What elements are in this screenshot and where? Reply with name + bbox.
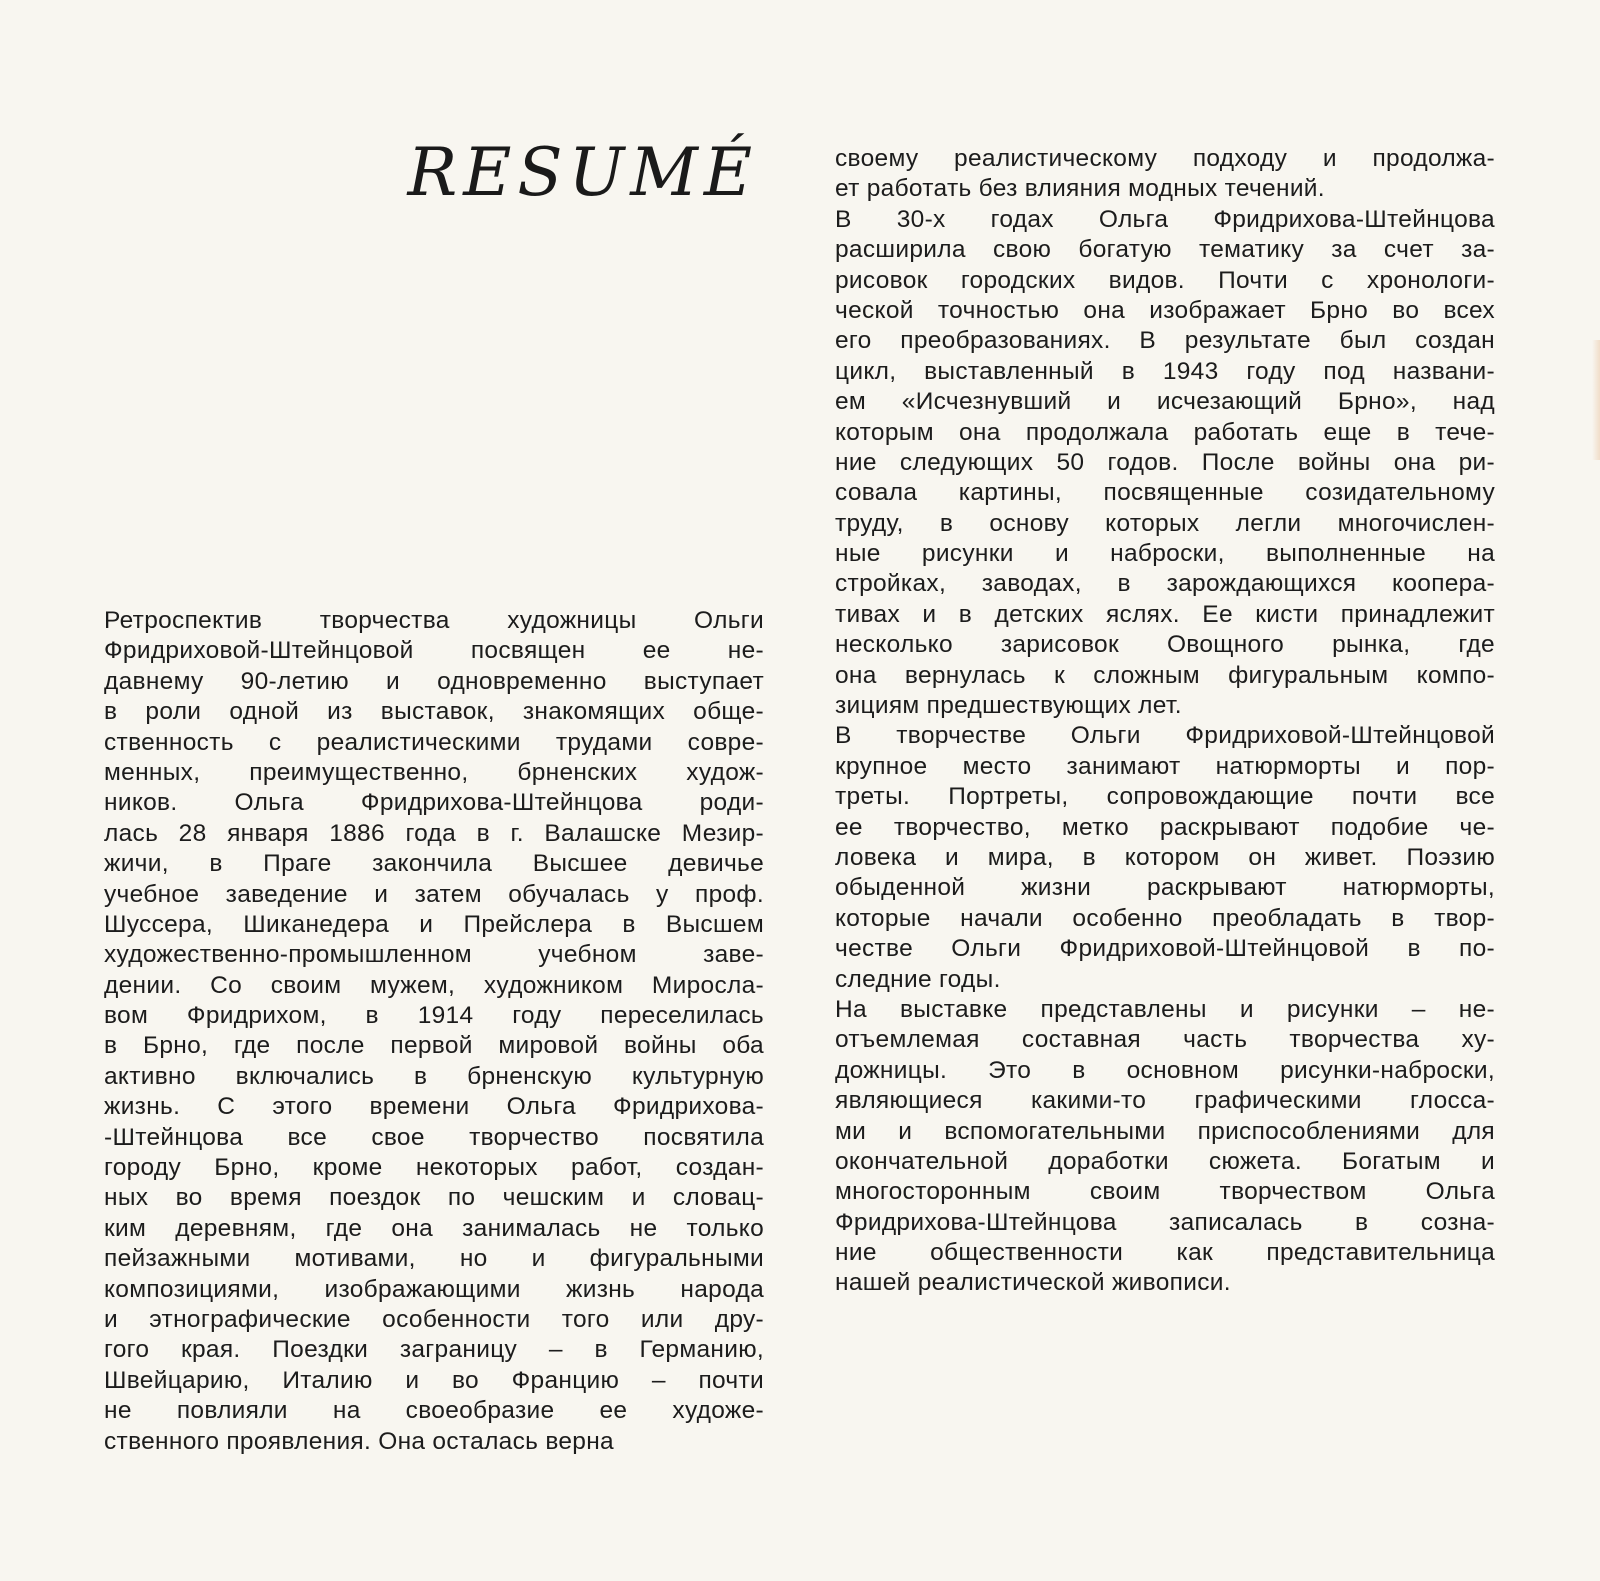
text-line: ние следующих 50 годов. После войны она ри-: [835, 448, 1495, 476]
page-edge-discoloration: [1592, 340, 1600, 460]
text-line: художественно-промышленном учебном заве-: [104, 941, 764, 969]
text-line: гого края. Поездки заграницу – в Германию,: [104, 1336, 764, 1364]
paragraph: [835, 144, 1495, 205]
text-line: ее творчество, метко раскрывают подобие че-: [835, 813, 1495, 841]
text-line: жичи, в Праге закончила Высшее девичье: [104, 850, 764, 878]
text-line: совала картины, посвященные созидательному: [835, 479, 1495, 507]
text-line: цикл, выставленный в 1943 году под названи-: [835, 357, 1495, 385]
text-line: Фридрихова-Штейнцова записалась в созна-: [835, 1208, 1495, 1236]
text-line: которые начали особенно преобладать в твор-: [835, 904, 1495, 932]
text-line: Швейцарию, Италию и во Францию – почти: [104, 1366, 764, 1394]
text-line: которым она продолжала работать еще в тече-: [835, 418, 1495, 446]
text-line: в Брно, где после первой мировой войны оба: [104, 1032, 764, 1060]
text-line: зициям предшествующих лет.: [835, 692, 1182, 720]
paragraph: [835, 205, 1495, 722]
text-line: ем «Исчезнувший и исчезающий Брно», над: [835, 388, 1495, 416]
text-line: дожницы. Это в основном рисунки-наброски,: [835, 1056, 1495, 1084]
text-line: являющиеся какими-то графическими глосса-: [835, 1087, 1495, 1115]
text-line: давнему 90-летию и одновременно выступает: [104, 667, 764, 695]
text-line: крупное место занимают натюрморты и пор-: [835, 752, 1495, 780]
text-line: В творчестве Ольги Фридриховой-Штейнцовой: [835, 722, 1495, 750]
text-line: дении. Со своим мужем, художником Миросла-: [104, 971, 764, 999]
text-line: окончательной доработки сюжета. Богатым и: [835, 1147, 1495, 1175]
text-line: Шуссера, Шиканедера и Прейслера в Высшем: [104, 910, 764, 938]
text-line: ных во время поездок по чешским и словац-: [104, 1184, 764, 1212]
text-line: активно включались в брненскую культурную: [104, 1062, 764, 1090]
text-line: она вернулась к сложным фигуральным компо-: [835, 661, 1495, 689]
text-line: городу Брно, кроме некоторых работ, создан-: [104, 1154, 764, 1182]
text-line: ет работать без влияния модных течений.: [835, 175, 1325, 203]
text-line: отъемлемая составная часть творчества ху-: [835, 1026, 1495, 1054]
text-line: композициями, изображающими жизнь народа: [104, 1275, 764, 1303]
text-line: вом Фридрихом, в 1914 году переселилась: [104, 1002, 764, 1030]
text-line: ческой точностью она изображает Брно во всех: [835, 296, 1495, 324]
text-line: не повлияли на своеобразие ее художе-: [104, 1397, 764, 1425]
text-line: менных, преимущественно, брненских худож-: [104, 758, 764, 786]
left-text-column: [104, 606, 764, 1457]
text-line: многосторонным своим творчеством Ольга: [835, 1178, 1495, 1206]
paragraph: [835, 995, 1495, 1299]
text-line: В 30-х годах Ольга Фридрихова-Штейнцова: [835, 205, 1495, 233]
text-line: обыденной жизни раскрывают натюрморты,: [835, 874, 1495, 902]
text-line: ловека и мира, в котором он живет. Поэзию: [835, 843, 1495, 871]
text-line: Ретроспектив творчества художницы Ольги: [104, 607, 764, 634]
right-text-column: [835, 144, 1495, 1299]
paragraph: [104, 606, 764, 1457]
paragraph: [835, 721, 1495, 995]
page-title: RESUMÉ: [407, 134, 758, 211]
text-line: ственность с реалистическими трудами совре-: [104, 728, 764, 756]
text-line: Фридриховой-Штейнцовой посвящен ее не-: [104, 637, 764, 665]
text-line: своему реалистическому подходу и продолжа-: [835, 145, 1495, 172]
text-line: треты. Портреты, сопровождающие почти все: [835, 783, 1495, 811]
text-line: учебное заведение и затем обучалась у проф.: [104, 880, 764, 908]
text-line: лась 28 января 1886 года в г. Валашске Мезир-: [104, 819, 764, 847]
text-line: ние общественности как представительница: [835, 1239, 1495, 1267]
text-line: ми и вспомогательными приспособлениями для: [835, 1117, 1495, 1145]
text-line: следние годы.: [835, 965, 1001, 993]
text-line: ственного проявления. Она осталась верна: [104, 1427, 614, 1455]
text-line: стройках, заводах, в зарождающихся коопера-: [835, 570, 1495, 598]
text-line: На выставке представлены и рисунки – не-: [835, 995, 1495, 1023]
text-line: нашей реалистической живописи.: [835, 1269, 1231, 1297]
text-line: его преобразованиях. В результате был создан: [835, 327, 1495, 355]
text-line: рисовок городских видов. Почти с хронологи-: [835, 266, 1495, 294]
text-line: ные рисунки и наброски, выполненные на: [835, 540, 1495, 568]
text-line: честве Ольги Фридриховой-Штейнцовой в по-: [835, 935, 1495, 963]
text-line: пейзажными мотивами, но и фигуральными: [104, 1245, 764, 1273]
text-line: ким деревням, где она занималась не только: [104, 1214, 764, 1242]
text-line: -Штейнцова все свое творчество посвятила: [104, 1123, 764, 1151]
text-line: и этнографические особенности того или дру-: [104, 1305, 764, 1333]
text-line: жизнь. С этого времени Ольга Фридрихова-: [104, 1093, 764, 1121]
text-line: тивах и в детских яслях. Ее кисти принадлежит: [835, 600, 1495, 628]
text-line: труду, в основу которых легли многочислен-: [835, 509, 1495, 537]
text-line: несколько зарисовок Овощного рынка, где: [835, 631, 1495, 659]
text-line: в роли одной из выставок, знакомящих обще-: [104, 698, 764, 726]
text-line: ников. Ольга Фридрихова-Штейнцова роди-: [104, 789, 764, 817]
text-line: расширила свою богатую тематику за счет за-: [835, 236, 1495, 264]
